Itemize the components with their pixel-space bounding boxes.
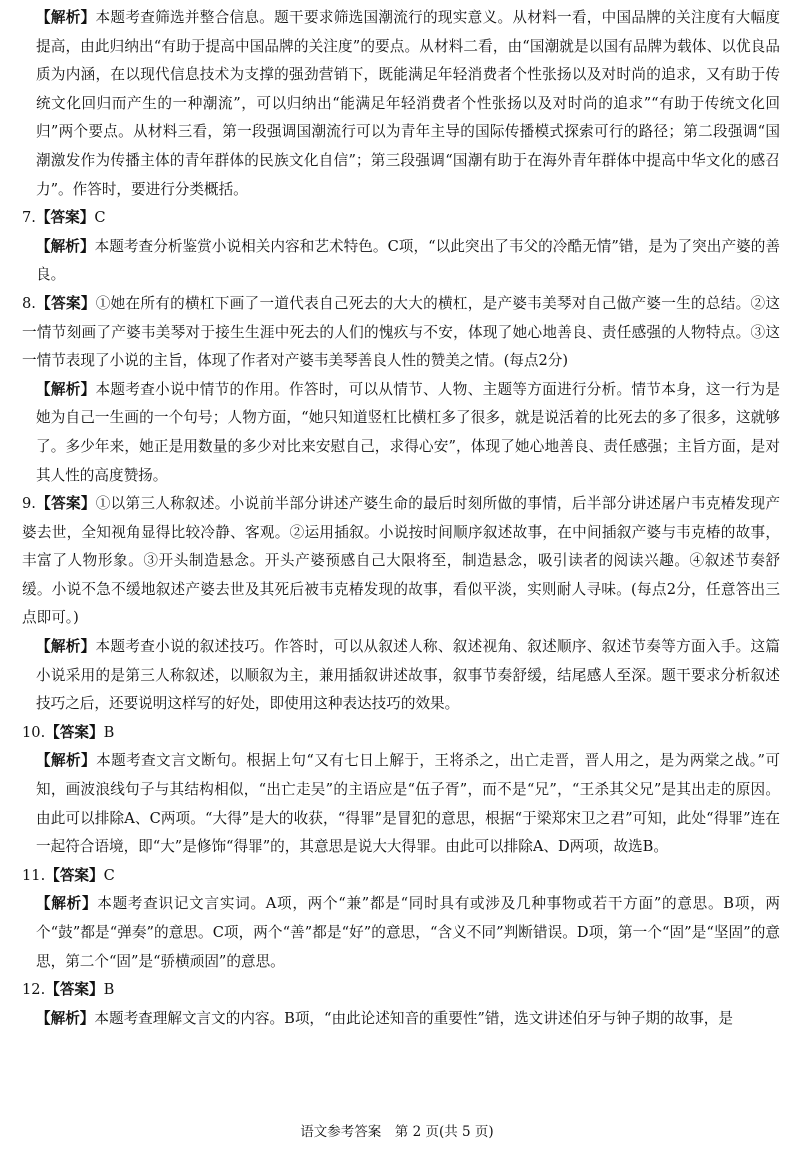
explanation-text: 本题考查分析鉴赏小说相关内容和艺术特色。C项，“以此突出了韦父的冷酷无情”错，是为了突出产婆的善良。 (36, 237, 780, 284)
explanation-tag: 【解析】 (36, 752, 97, 770)
explanation-text: 本题考查小说的叙述技巧。作答时，可以从叙述人称、叙述视角、叙述顺序、叙述节奏等方面入手。这篇小说采用的是第三人称叙述，以顺叙为主，兼用插叙讲述故事，叙事节奏舒缓，结尾感人至深。题干要求分析叙述技巧之后，还要说明这样写的好处，即使用这种表达技巧的效果。 (36, 638, 780, 713)
answer-text: B (103, 723, 115, 741)
answer-text: C (94, 209, 106, 227)
explanation-text: 本题考查文言文断句。根据上句“又有七日上解于，王将杀之，出亡走晋，晋人用之，是为两棠之战。”可知，画波浪线句子与其结构相似，“出亡走吴”的主语应是“伍子胥”，而不是“兄”，“王杀其父兄”是其出走的原因。由此可以排除A、C两项。“大得”是大的收获，“得罪”是冒犯的意思，根据“于梁郑宋卫之君”可知，此处“得罪”连在一起符合语境，即“大”是修饰“得罪”的，其意思是说大大得罪。由此可以排除A、D两项，故选B。 (36, 752, 780, 856)
explanation-paragraph (22, 1005, 780, 1034)
question-number: 12. (22, 981, 46, 999)
explanation-tag: 【解析】 (36, 1009, 95, 1027)
answer-tag: 【答案】 (35, 495, 96, 513)
explanation-paragraph (22, 233, 780, 290)
answer-heading (22, 719, 780, 748)
explanation-tag: 【解析】 (36, 380, 96, 398)
answer-text: ①以第三人称叙述。小说前半部分讲述产婆生命的最后时刻所做的事情，后半部分讲述屠户韦克椿发现产婆去世，全知视角显得比较冷静、客观。②运用插叙。小说按时间顺序叙述故事，在中间插叙产婆与韦克椿的故事，丰富了人物形象。③开头制造悬念。开头产婆预感自己大限将至，制造悬念，吸引读者的阅读兴趣。④叙述节奏舒缓。小说不急不缓地叙述产婆去世及其死后被韦克椿发现的故事，看似平淡，实则耐人寻味。(每点2分，任意答出三点即可。) (22, 495, 780, 627)
question-number: 7. (22, 209, 36, 227)
answer-tag: 【答案】 (45, 723, 104, 741)
explanation-paragraph (22, 633, 780, 719)
explanation-tag: 【解析】 (36, 638, 96, 656)
answer-text: ①她在所有的横杠下画了一道代表自己死去的大大的横杠，是产婆韦美琴对自己做产婆一生的总结。②这一情节刻画了产婆韦美琴对于接生生涯中死去的人们的愧疚与不安，体现了她心地善良、责任感强的人物特点。③这一情节表现了小说的主旨，体现了作者对产婆韦美琴善良人性的赞美之情。(每点2分) (22, 294, 780, 370)
question-number: 10. (22, 723, 46, 741)
answer-heading (22, 204, 780, 233)
explanation-text: 本题考查小说中情节的作用。作答时，可以从情节、人物、主题等方面进行分析。情节本身，这一行为是她为自己一生画的一个句号；人物方面，“她只知道竖杠比横杠多了很多，就是说活着的比死去的多了很多，这就够了。多少年来，她正是用数量的多少对比来安慰自己，求得心安”，体现了她心地善良、责任感强；主旨方面，是对其人性的高度赞扬。 (36, 380, 780, 484)
question-number: 11. (22, 866, 46, 884)
answer-tag: 【答案】 (45, 981, 104, 999)
explanation-text: 本题考查识记文言实词。A项，两个“兼”都是“同时具有或涉及几种事物或若干方面”的意思。B项，两个“鼓”都是“弹奏”的意思。C项，两个“善”都是“好”的意思，“含义不同”判断错误。D项，第一个“固”是“坚固”的意思，第二个“固”是“骄横顽固”的意思。 (36, 895, 780, 970)
explanation-tag: 【解析】 (36, 237, 95, 255)
page-content (22, 4, 780, 1033)
explanation-paragraph (22, 890, 780, 976)
page-footer: 语文参考答案 第 2 页(共 5 页) (300, 1124, 494, 1140)
explanation-paragraph (22, 376, 780, 490)
explanation-text: 本题考查筛选并整合信息。题干要求筛选国潮流行的现实意义。从材料一看，中国品牌的关注度有大幅度提高，由此归纳出“有助于提高中国品牌的关注度”的要点。从材料二看，由“国潮就是以国有品牌为载体、以优良品质为内涵，在以现代信息技术为支撑的强劲营销下，既能满足年轻消费者个性张扬以及对时尚的追求，又有助于传统文化回归而产生的一种潮流”，可以归纳出“能满足年轻消费者个性张扬以及对时尚的追求”“有助于传统文化回归”两个要点。从材料三看，第一段强调国潮流行可以为青年主导的国际传播模式探索可行的路径；第二段强调“国潮激发作为传播主体的青年群体的民族文化自信”；第三段强调“国潮有助于在海外青年群体中提高中华文化的感召力”。作答时，要进行分类概括。 (36, 9, 780, 198)
explanation-paragraph (22, 4, 780, 204)
answer-text: C (103, 866, 115, 884)
answer-tag: 【答案】 (35, 209, 95, 227)
explanation-paragraph (22, 747, 780, 861)
answer-heading (22, 862, 780, 891)
answer-paragraph (22, 290, 780, 376)
answer-tag: 【答案】 (45, 866, 104, 884)
answer-heading (22, 976, 780, 1005)
explanation-tag: 【解析】 (36, 895, 98, 913)
answer-text: B (103, 981, 115, 999)
answer-paragraph (22, 490, 780, 633)
explanation-tag: 【解析】 (36, 9, 96, 26)
explanation-text: 本题考查理解文言文的内容。B项，“由此论述知音的重要性”错，选文讲述伯牙与钟子期的故事，是 (94, 1009, 733, 1027)
question-number: 9. (22, 495, 36, 513)
answer-tag: 【答案】 (35, 294, 96, 312)
question-number: 8. (22, 294, 36, 312)
